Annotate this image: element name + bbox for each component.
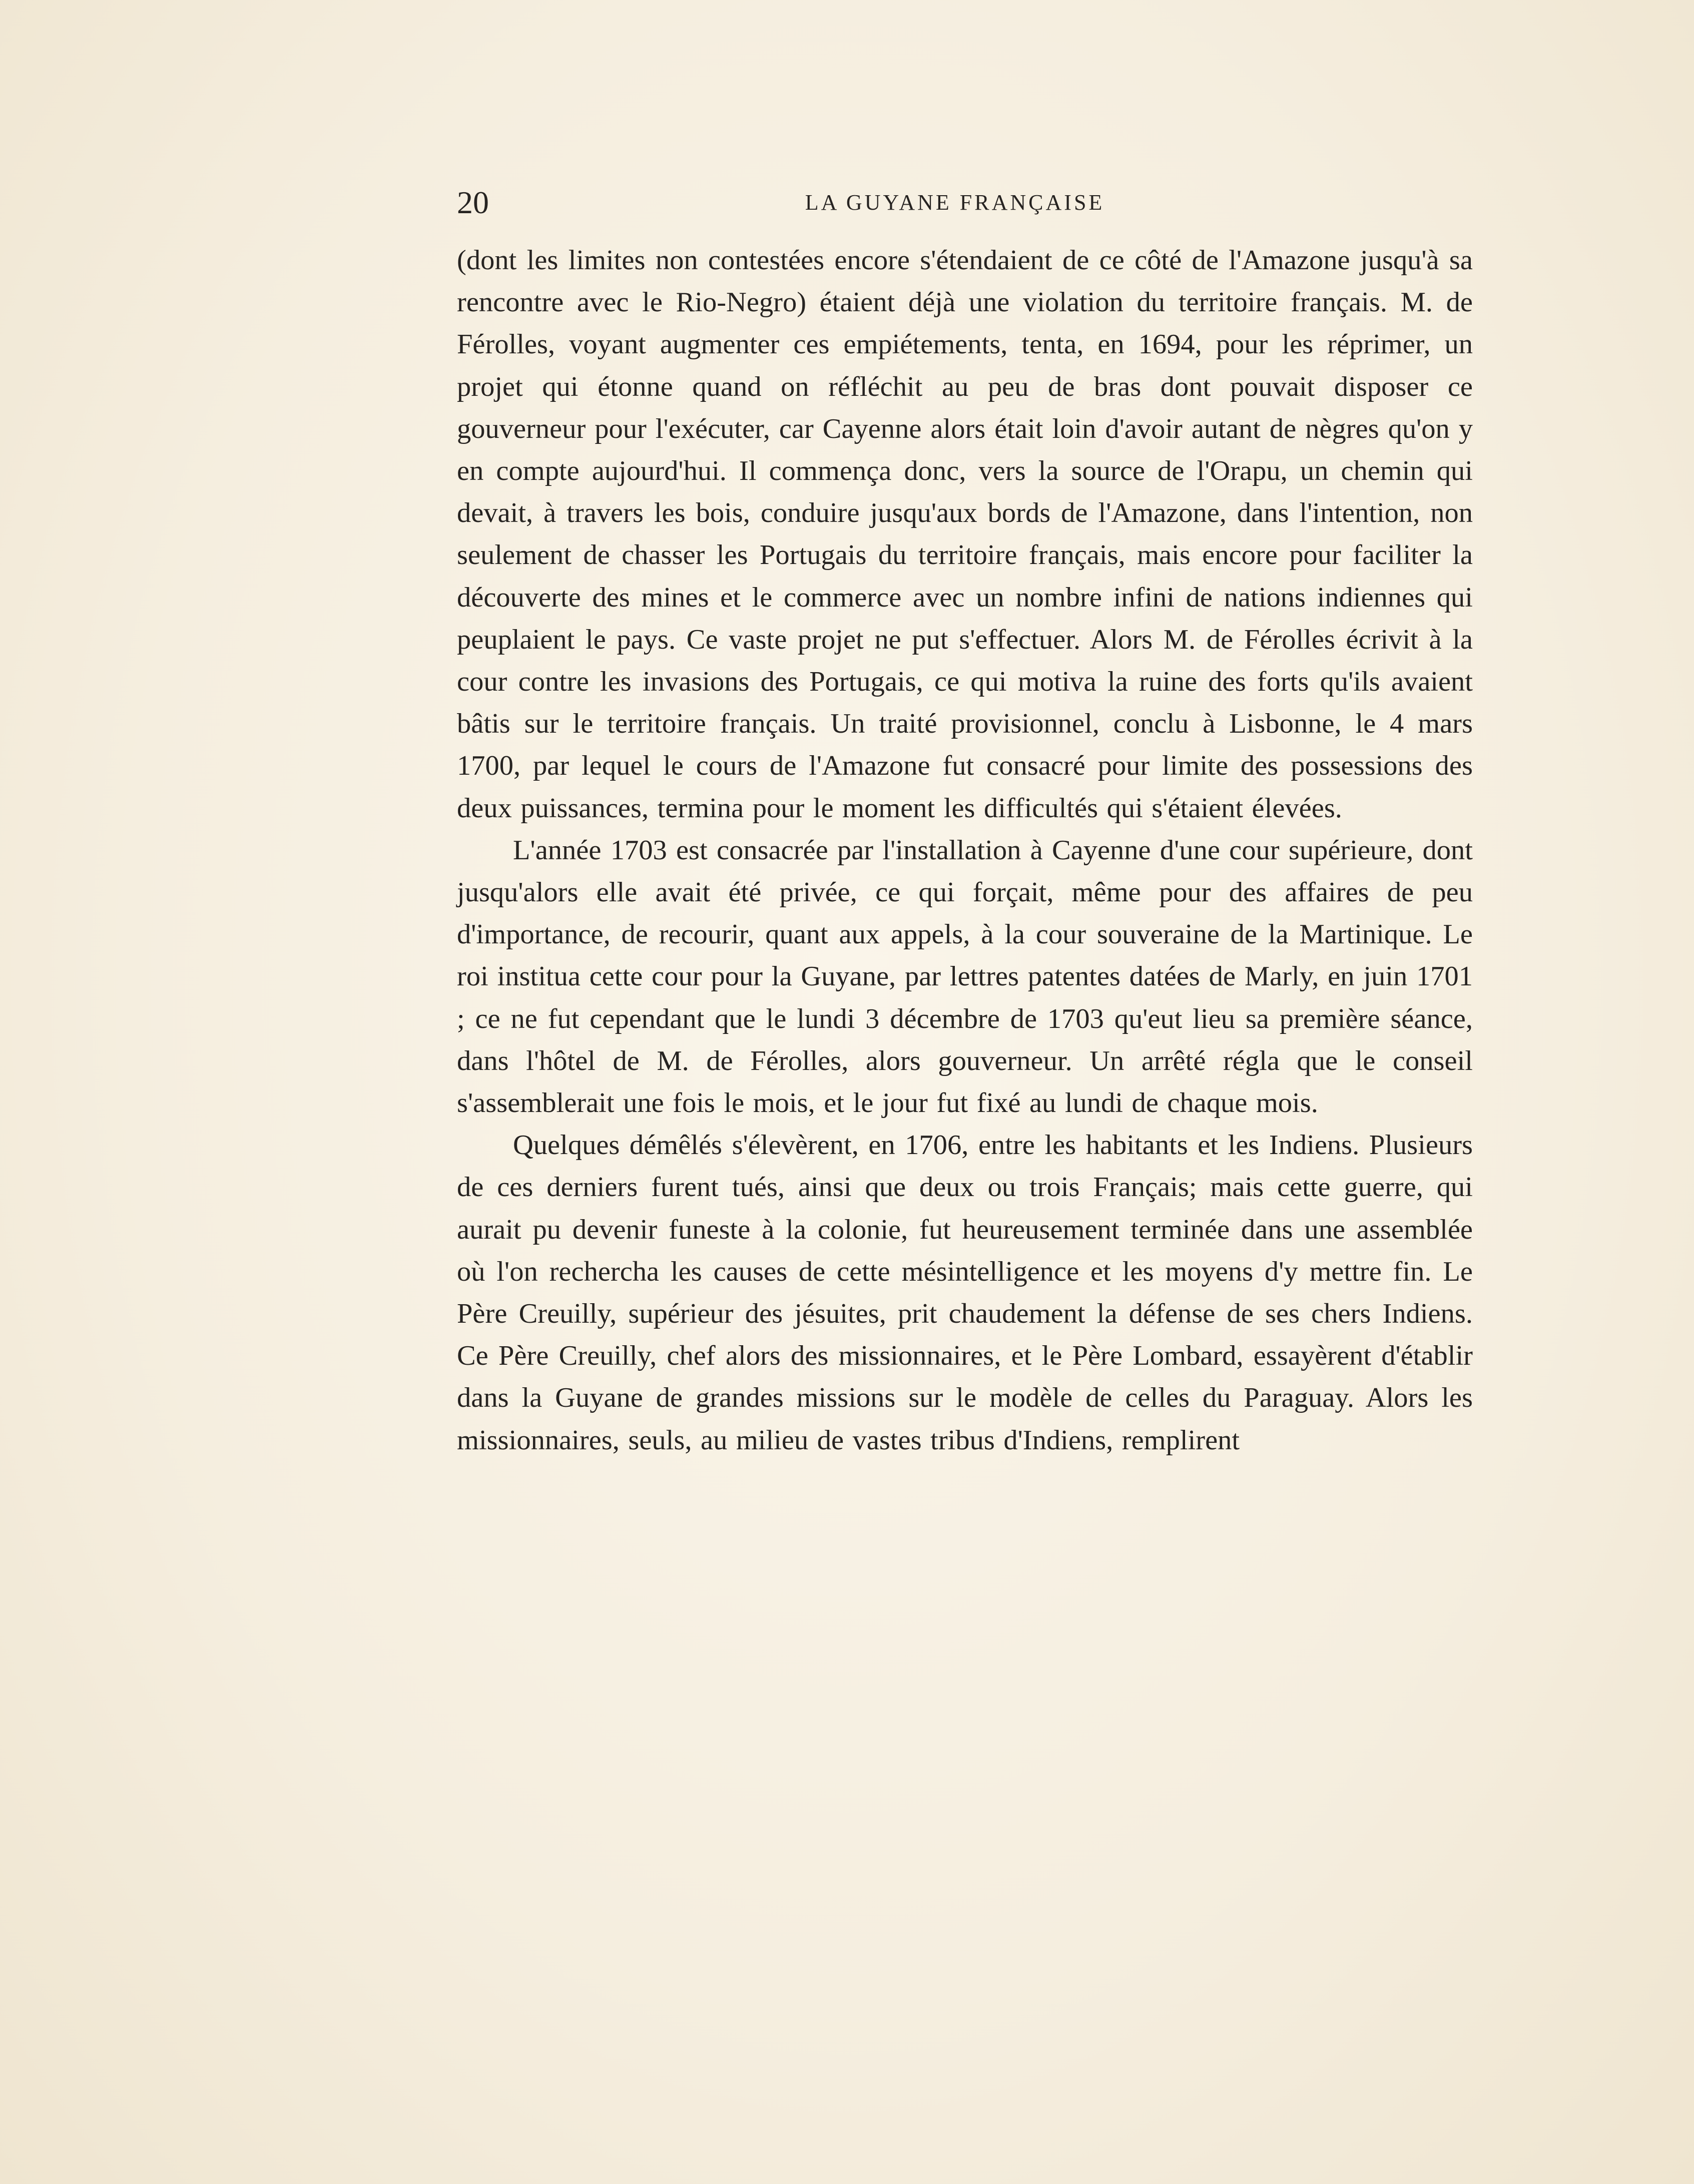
- page-header: [457, 180, 1473, 225]
- body-text: [457, 239, 1473, 1461]
- page-number: 20: [457, 185, 489, 220]
- paragraph: Quelques démêlés s'élevèrent, en 1706, entre les habitants et les Indiens. Plusieurs de ces derniers furent tués, ainsi que deux ou trois Français; mais cette guerre, qui aurait pu devenir funeste à la colonie, fut heureusement terminée dans une assemblée où l'on rechercha les causes de cette mésintelligence et les moyens d'y mettre fin. Le Père Creuilly, supérieur des jésuites, prit chaudement la défense de ses chers Indiens. Ce Père Creuilly, chef alors des missionnaires, et le Père Lombard, essayèrent d'établir dans la Guyane de grandes missions sur le modèle de celles du Paraguay. Alors les missionnaires, seuls, au milieu de vastes tribus d'Indiens, remplirent: [457, 1130, 1473, 1456]
- running-title: LA GUYANE FRANÇAISE: [805, 190, 1105, 215]
- paragraph: L'année 1703 est consacrée par l'installation à Cayenne d'une cour supérieure, dont jusqu'alors elle avait été privée, ce qui forçait, même pour des affaires de peu d'importance, de recourir, quant aux appels, à la cour souveraine de la Martinique. Le roi institua cette cour pour la Guyane, par lettres patentes datées de Marly, en juin 1701 ; ce ne fut cependant que le lundi 3 décembre de 1703 qu'eut lieu sa première séance, dans l'hôtel de M. de Férolles, alors gouverneur. Un arrêté régla que le conseil s'assemblerait une fois le mois, et le jour fut fixé au lundi de chaque mois.: [457, 834, 1473, 1119]
- paragraph-continued: (dont les limites non contestées encore s'étendaient de ce côté de l'Amazone jusqu'à sa rencontre avec le Rio-Negro) étaient déjà une violation du territoire français. M. de Férolles, voyant augmenter ces empiétements, tenta, en 1694, pour les réprimer, un projet qui étonne quand on réfléchit au peu de bras dont pouvait disposer ce gouverneur pour l'exécuter, car Cayenne alors était loin d'avoir autant de nègres qu'on y en compte aujourd'hui. Il commença donc, vers la source de l'Orapu, un chemin qui devait, à travers les bois, conduire jusqu'aux bords de l'Amazone, dans l'intention, non seulement de chasser les Portugais du territoire français, mais encore pour faciliter la découverte des mines et le commerce avec un nombre infini de nations indiennes qui peuplaient le pays. Ce vaste projet ne put s'effectuer. Alors M. de Férolles écrivit à la cour contre les invasions des Portugais, ce qui motiva la ruine des forts qu'ils avaient bâtis sur le territoire français. Un traité provisionnel, conclu à Lisbonne, le 4 mars 1700, par lequel le cours de l'Amazone fut consacré pour limite des possessions des deux puissances, termina pour le moment les difficultés qui s'étaient élevées.: [457, 245, 1473, 824]
